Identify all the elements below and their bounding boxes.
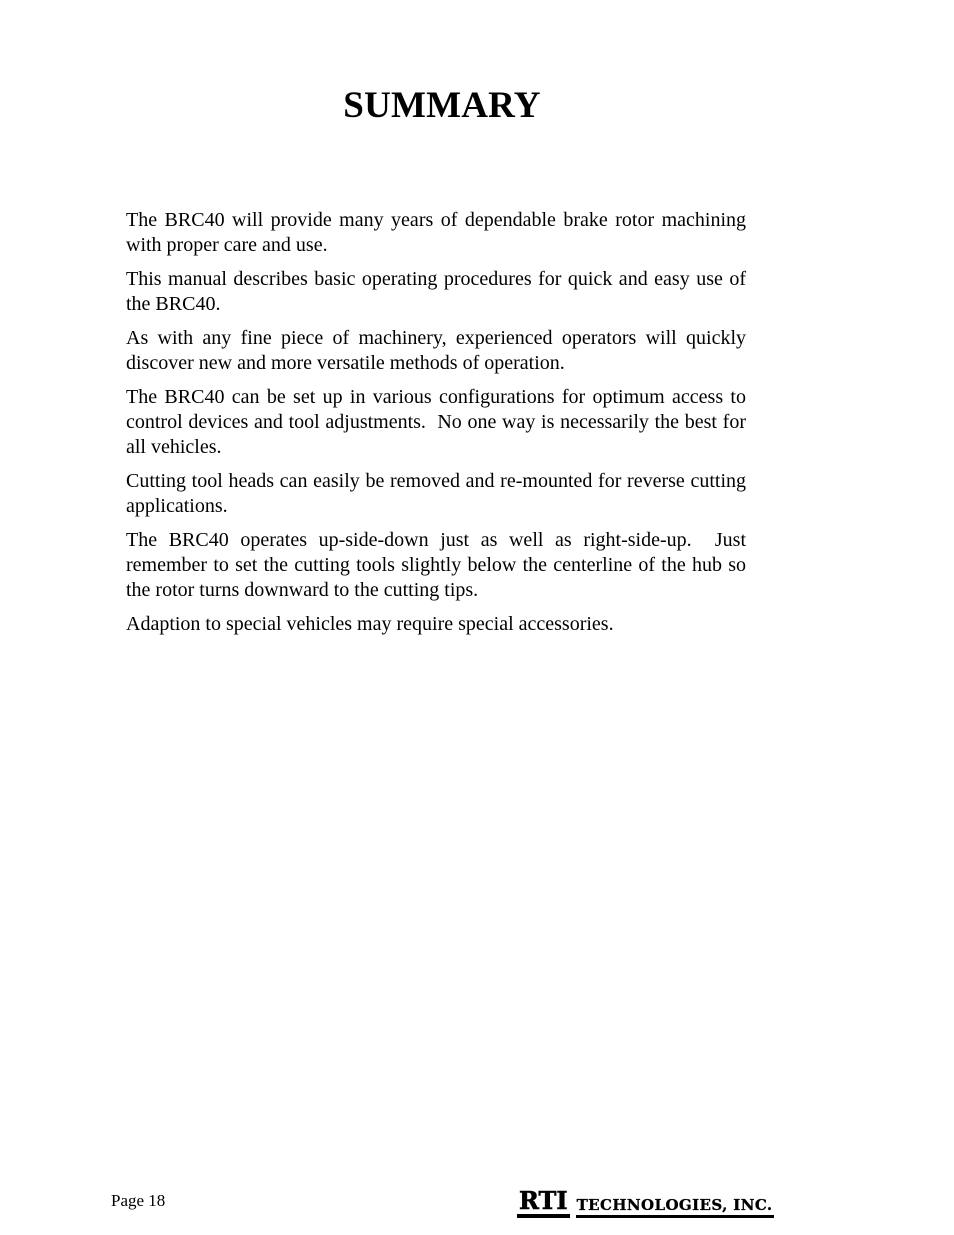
summary-body: [126, 208, 751, 646]
paragraph: Cutting tool heads can easily be removed and re-mounted for reverse cutting applications.: [126, 470, 751, 517]
company-logo: [517, 1186, 774, 1218]
page-title: SUMMARY: [343, 85, 541, 126]
page-number: Page 18: [111, 1191, 166, 1210]
logo-company-text: TECHNOLOGIES, INC.: [576, 1196, 774, 1218]
paragraph: The BRC40 will provide many years of dependable brake rotor machining with proper care and use.: [126, 209, 751, 256]
paragraph: The BRC40 can be set up in various configurations for optimum access to control devices and tool adjustments. No one way is necessarily the best for all vehicles.: [126, 386, 751, 458]
paragraph: Adaption to special vehicles may require special accessories.: [126, 613, 614, 635]
paragraph: This manual describes basic operating procedures for quick and easy use of the BRC40.: [126, 268, 751, 315]
paragraph: As with any fine piece of machinery, experienced operators will quickly discover new and more versatile methods of operation.: [126, 327, 751, 374]
logo-rti-text: RTI: [517, 1189, 570, 1218]
paragraph: The BRC40 operates up-side-down just as well as right-side-up. Just remember to set the cutting tools slightly below the centerline of the hub so the rotor turns downward to the cutting tips.: [126, 529, 751, 601]
